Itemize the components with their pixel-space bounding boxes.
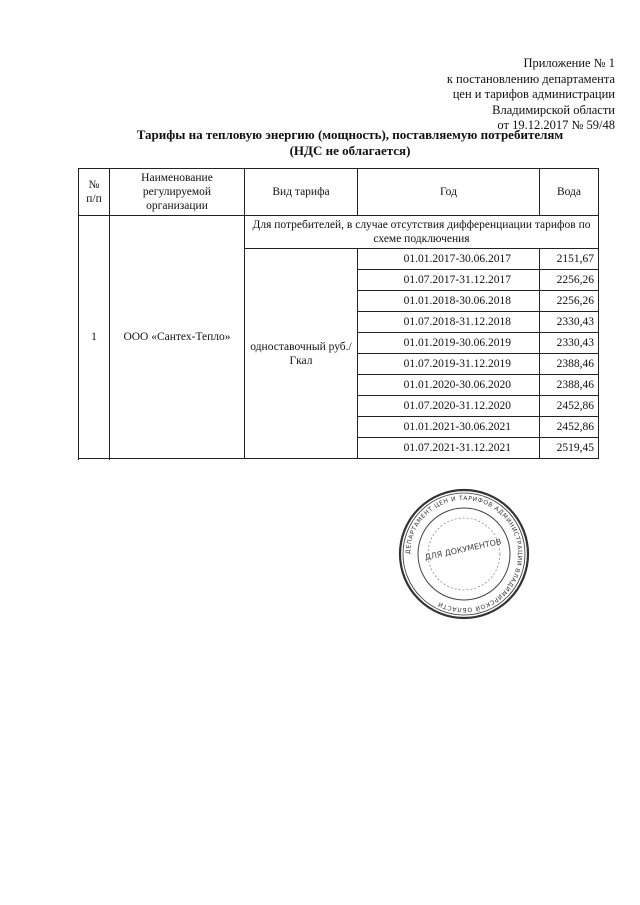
official-stamp	[396, 486, 532, 622]
appendix-ref-line: цен и тарифов администрации	[452, 87, 615, 101]
appendix-header	[355, 56, 615, 134]
header-water: Вода	[540, 169, 599, 216]
cell-value: 2452,86	[540, 396, 599, 417]
tariff-table	[78, 168, 599, 459]
stamp-outer-text: ДЕПАРТАМЕНТ ЦЕН И ТАРИФОВ АДМИНИСТРАЦИИ ВЛАДИМИРСКОЙ ОБЛАСТИ	[404, 494, 524, 614]
title-line: Тарифы на тепловую энергию (мощность), поставляемую потребителям	[136, 127, 564, 142]
cell-tariff-type: одноставочный руб./Гкал	[245, 249, 358, 459]
cell-value: 2330,43	[540, 312, 599, 333]
title-note: (НДС не облагается)	[289, 143, 411, 158]
appendix-ref-line: Владимирской области	[492, 102, 615, 117]
cell-period: 01.07.2021-31.12.2021	[358, 438, 540, 459]
cell-value: 2388,46	[540, 375, 599, 396]
cell-period: 01.01.2021-30.06.2021	[358, 417, 540, 438]
document-title	[60, 127, 640, 159]
cell-period: 01.07.2020-31.12.2020	[358, 396, 540, 417]
cell-org: ООО «Сантех-Тепло»	[110, 216, 245, 459]
table-header-row	[79, 169, 599, 216]
cell-period: 01.07.2017-31.12.2017	[358, 270, 540, 291]
appendix-date-number: от 19.12.2017 № 59/48	[497, 118, 615, 132]
stamp-center-text: ДЛЯ ДОКУМЕНТОВ	[423, 537, 503, 563]
cell-value: 2256,26	[540, 270, 599, 291]
cell-value: 2452,86	[540, 417, 599, 438]
header-year: Год	[358, 169, 540, 216]
header-num: № п/п	[79, 169, 110, 216]
cell-period: 01.01.2018-30.06.2018	[358, 291, 540, 312]
cell-value: 2330,43	[540, 333, 599, 354]
cell-subheader: Для потребителей, в случае отсутствия дифференциации тарифов по схеме подключения	[245, 216, 599, 249]
header-tariff-type: Вид тарифа	[245, 169, 358, 216]
cell-period: 01.07.2018-31.12.2018	[358, 312, 540, 333]
table-subheader-row	[79, 216, 599, 249]
cell-period: 01.07.2019-31.12.2019	[358, 354, 540, 375]
cell-period: 01.01.2020-30.06.2020	[358, 375, 540, 396]
cell-value: 2519,45	[540, 438, 599, 459]
cell-value: 2256,26	[540, 291, 599, 312]
header-org: Наименование регулируемой организации	[110, 169, 245, 216]
appendix-number: Приложение № 1	[523, 56, 615, 70]
cell-value: 2388,46	[540, 354, 599, 375]
cell-value: 2151,67	[540, 249, 599, 270]
stamp-seal-icon	[396, 486, 532, 622]
cell-period: 01.01.2019-30.06.2019	[358, 333, 540, 354]
cell-period: 01.01.2017-30.06.2017	[358, 249, 540, 270]
cell-num: 1	[79, 216, 110, 459]
appendix-ref-line: к постановлению департамента	[446, 71, 615, 86]
